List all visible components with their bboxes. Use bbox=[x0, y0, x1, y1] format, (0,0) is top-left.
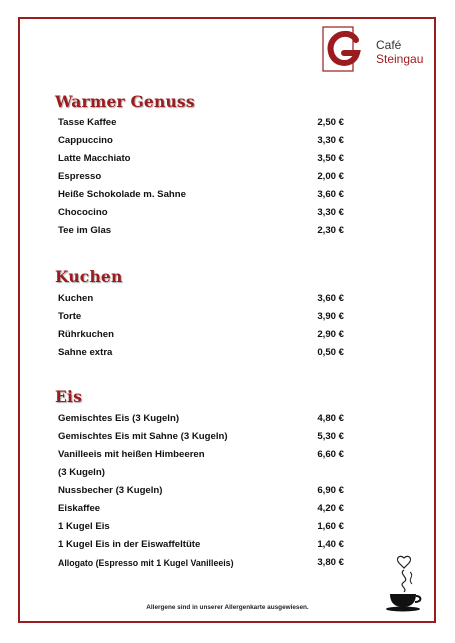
menu-item bbox=[58, 326, 344, 344]
menu-item bbox=[58, 168, 344, 186]
item-name: Tee im Glas bbox=[58, 225, 112, 236]
menu-item bbox=[58, 446, 344, 464]
item-price: 3,90 € bbox=[317, 311, 344, 322]
menu-item bbox=[58, 464, 344, 482]
item-price: 2,00 € bbox=[317, 171, 344, 182]
menu-item bbox=[58, 290, 344, 308]
menu-item bbox=[58, 132, 344, 150]
item-price: 2,50 € bbox=[317, 117, 344, 128]
item-price: 2,90 € bbox=[317, 329, 344, 340]
section-title-warmer-genuss: Warmer Genuss bbox=[55, 92, 195, 111]
menu-item bbox=[58, 518, 344, 536]
item-name: Cappuccino bbox=[58, 135, 113, 146]
item-name: Gemischtes Eis mit Sahne (3 Kugeln) bbox=[58, 431, 228, 442]
menu-item bbox=[58, 344, 344, 362]
item-name: Rührkuchen bbox=[58, 329, 114, 340]
menu-list-eis bbox=[58, 410, 344, 572]
item-price: 4,20 € bbox=[317, 503, 344, 514]
item-name: Latte Macchiato bbox=[58, 153, 131, 164]
item-price: 3,30 € bbox=[317, 135, 344, 146]
item-name: Sahne extra bbox=[58, 347, 113, 358]
menu-item bbox=[58, 410, 344, 428]
cafe-logo bbox=[322, 26, 434, 74]
item-price: 3,50 € bbox=[317, 153, 344, 164]
item-price: 4,80 € bbox=[317, 413, 344, 424]
item-price: 1,40 € bbox=[317, 539, 344, 550]
menu-item bbox=[58, 114, 344, 132]
menu-item bbox=[58, 554, 344, 572]
menu-item bbox=[58, 536, 344, 554]
menu-item bbox=[58, 150, 344, 168]
cafe-logo-icon bbox=[322, 26, 368, 72]
section-title-kuchen: Kuchen bbox=[55, 267, 123, 286]
item-name: Tasse Kaffee bbox=[58, 117, 117, 128]
item-name: Eiskaffee bbox=[58, 503, 101, 514]
menu-item bbox=[58, 308, 344, 326]
menu-list-kuchen bbox=[58, 290, 344, 362]
item-price: 1,60 € bbox=[317, 521, 344, 532]
menu-list-warmer-genuss bbox=[58, 114, 344, 240]
item-price: 3,80 € bbox=[317, 557, 344, 568]
logo-text-cafe: Café bbox=[376, 38, 402, 52]
item-price: 3,60 € bbox=[317, 189, 344, 200]
item-name: Nussbecher (3 Kugeln) bbox=[58, 485, 163, 496]
item-price: 2,30 € bbox=[317, 225, 344, 236]
item-price: 3,30 € bbox=[317, 207, 344, 218]
section-title-eis: Eis bbox=[55, 387, 83, 406]
item-name: Heiße Schokolade m. Sahne bbox=[58, 189, 186, 200]
item-name: Allogato (Espresso mit 1 Kugel Vanilleeis) bbox=[58, 558, 234, 568]
item-name: Torte bbox=[58, 311, 82, 322]
item-name: Kuchen bbox=[58, 293, 94, 304]
item-name: Vanilleeis mit heißen Himbeeren bbox=[58, 449, 205, 460]
item-name: (3 Kugeln) bbox=[58, 467, 105, 478]
logo-text-steingau: Steingau bbox=[376, 52, 424, 66]
menu-item bbox=[58, 500, 344, 518]
item-name: Gemischtes Eis (3 Kugeln) bbox=[58, 413, 180, 424]
allergen-footnote: Allergene sind in unserer Allergenkarte ausgewiesen. bbox=[146, 604, 309, 611]
item-price: 0,50 € bbox=[317, 347, 344, 358]
menu-item bbox=[58, 222, 344, 240]
item-price: 3,60 € bbox=[317, 293, 344, 304]
menu-item bbox=[58, 428, 344, 446]
item-price: 6,90 € bbox=[317, 485, 344, 496]
item-name: 1 Kugel Eis bbox=[58, 521, 110, 532]
item-name: Chococino bbox=[58, 207, 108, 218]
menu-item bbox=[58, 186, 344, 204]
item-price: 5,30 € bbox=[317, 431, 344, 442]
item-price: 6,60 € bbox=[317, 449, 344, 460]
menu-item bbox=[58, 204, 344, 222]
item-name: Espresso bbox=[58, 171, 102, 182]
menu-item bbox=[58, 482, 344, 500]
item-name: 1 Kugel Eis in der Eiswaffeltüte bbox=[58, 539, 201, 550]
